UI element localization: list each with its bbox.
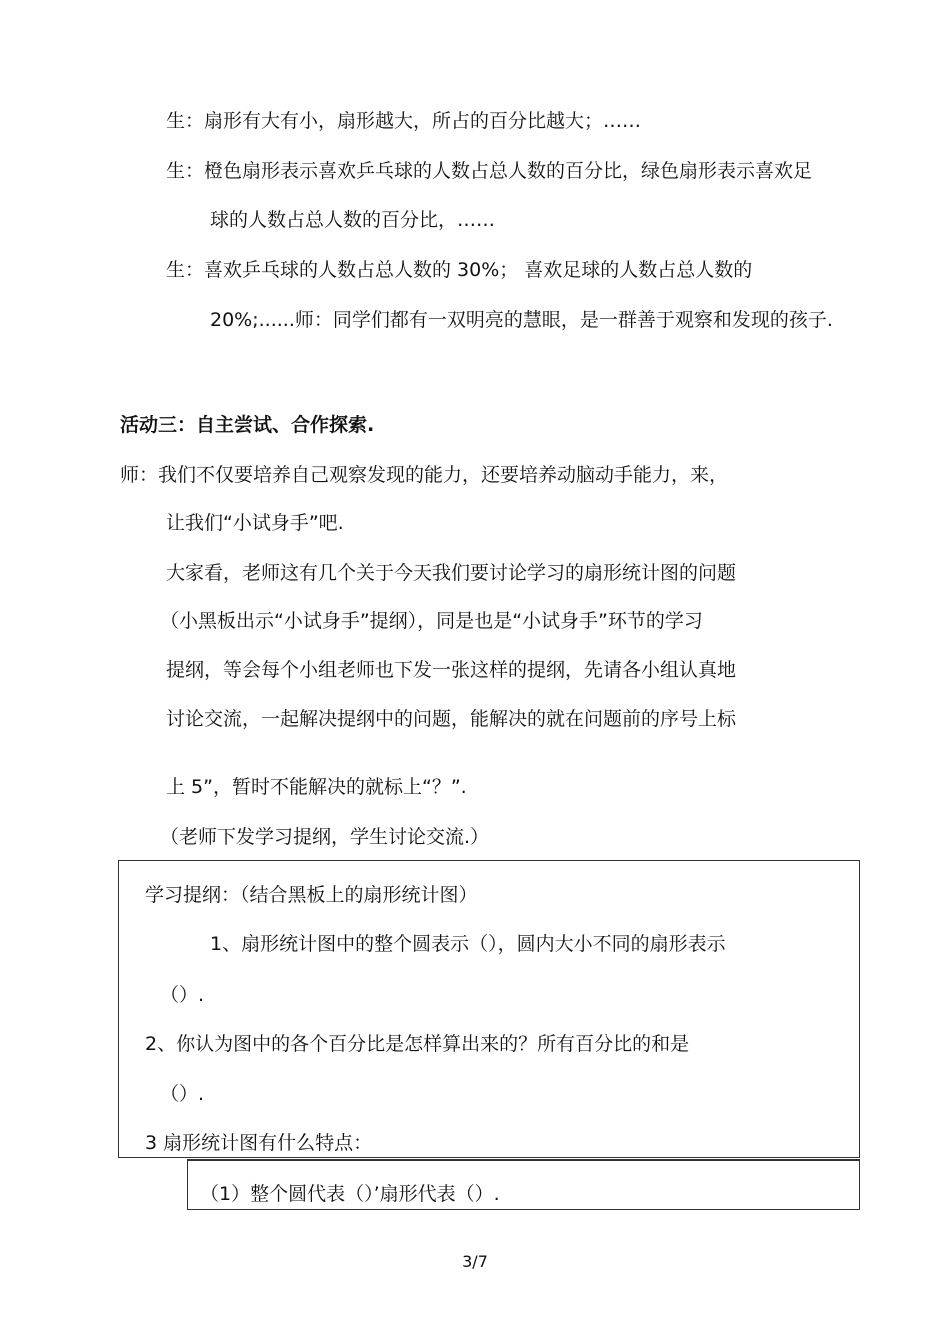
dialogue-line-1: 生：扇形有大有小，扇形越大，所占的百分比越大；…… [166,110,642,132]
activity-heading: 活动三：自主尝试、合作探索. [120,414,375,436]
outline-question-1: 1、扇形统计图中的整个圆表示（），圆内大小不同的扇形表示 [210,933,726,955]
outline-question-3: 3 扇形统计图有什么特点： [145,1132,373,1154]
teacher-line-3: 大家看，老师这有几个关于今天我们要讨论学习的扇形统计图的问题 [166,562,737,584]
teacher-line-1: 师：我们不仅要培养自己观察发现的能力，还要培养动脑动手能力，来， [120,464,729,486]
outline-question-3-1: （1）整个圆代表（）’扇形代表（）. [200,1183,500,1205]
dialogue-line-5: 20%;......师：同学们都有一双明亮的慧眼，是一群善于观察和发现的孩子. [210,309,833,331]
dialogue-line-4: 生：喜欢乒乓球的人数占总人数的 30%； 喜欢足球的人数占总人数的 [166,259,753,281]
teacher-line-5: 提纲，等会每个小组老师也下发一张这样的提纲，先请各小组认真地 [166,659,737,681]
teacher-line-2: 让我们“小试身手”吧. [166,512,344,534]
outline-question-2: 2、你认为图中的各个百分比是怎样算出来的？所有百分比的和是 [145,1033,690,1055]
teacher-line-7: 上 5”，暂时不能解决的就标上“？”. [166,776,467,798]
teacher-line-6: 讨论交流，一起解决提纲中的问题，能解决的就在问题前的序号上标 [166,708,737,730]
outline-question-1-blank: （）. [160,984,205,1006]
outline-title: 学习提纲：（结合黑板上的扇形统计图） [145,884,478,906]
page-number: 3/7 [462,1252,488,1271]
teacher-line-4: （小黑板出示“小试身手”提纲），同是也是“小试身手”环节的学习 [160,610,703,632]
dialogue-line-3: 球的人数占总人数的百分比，…… [210,209,496,231]
dialogue-line-2: 生：橙色扇形表示喜欢乒乓球的人数占总人数的百分比，绿色扇形表示喜欢足 [166,160,813,182]
teacher-line-8: （老师下发学习提纲，学生讨论交流.） [160,826,490,848]
outline-question-2-blank: （）. [160,1083,205,1105]
